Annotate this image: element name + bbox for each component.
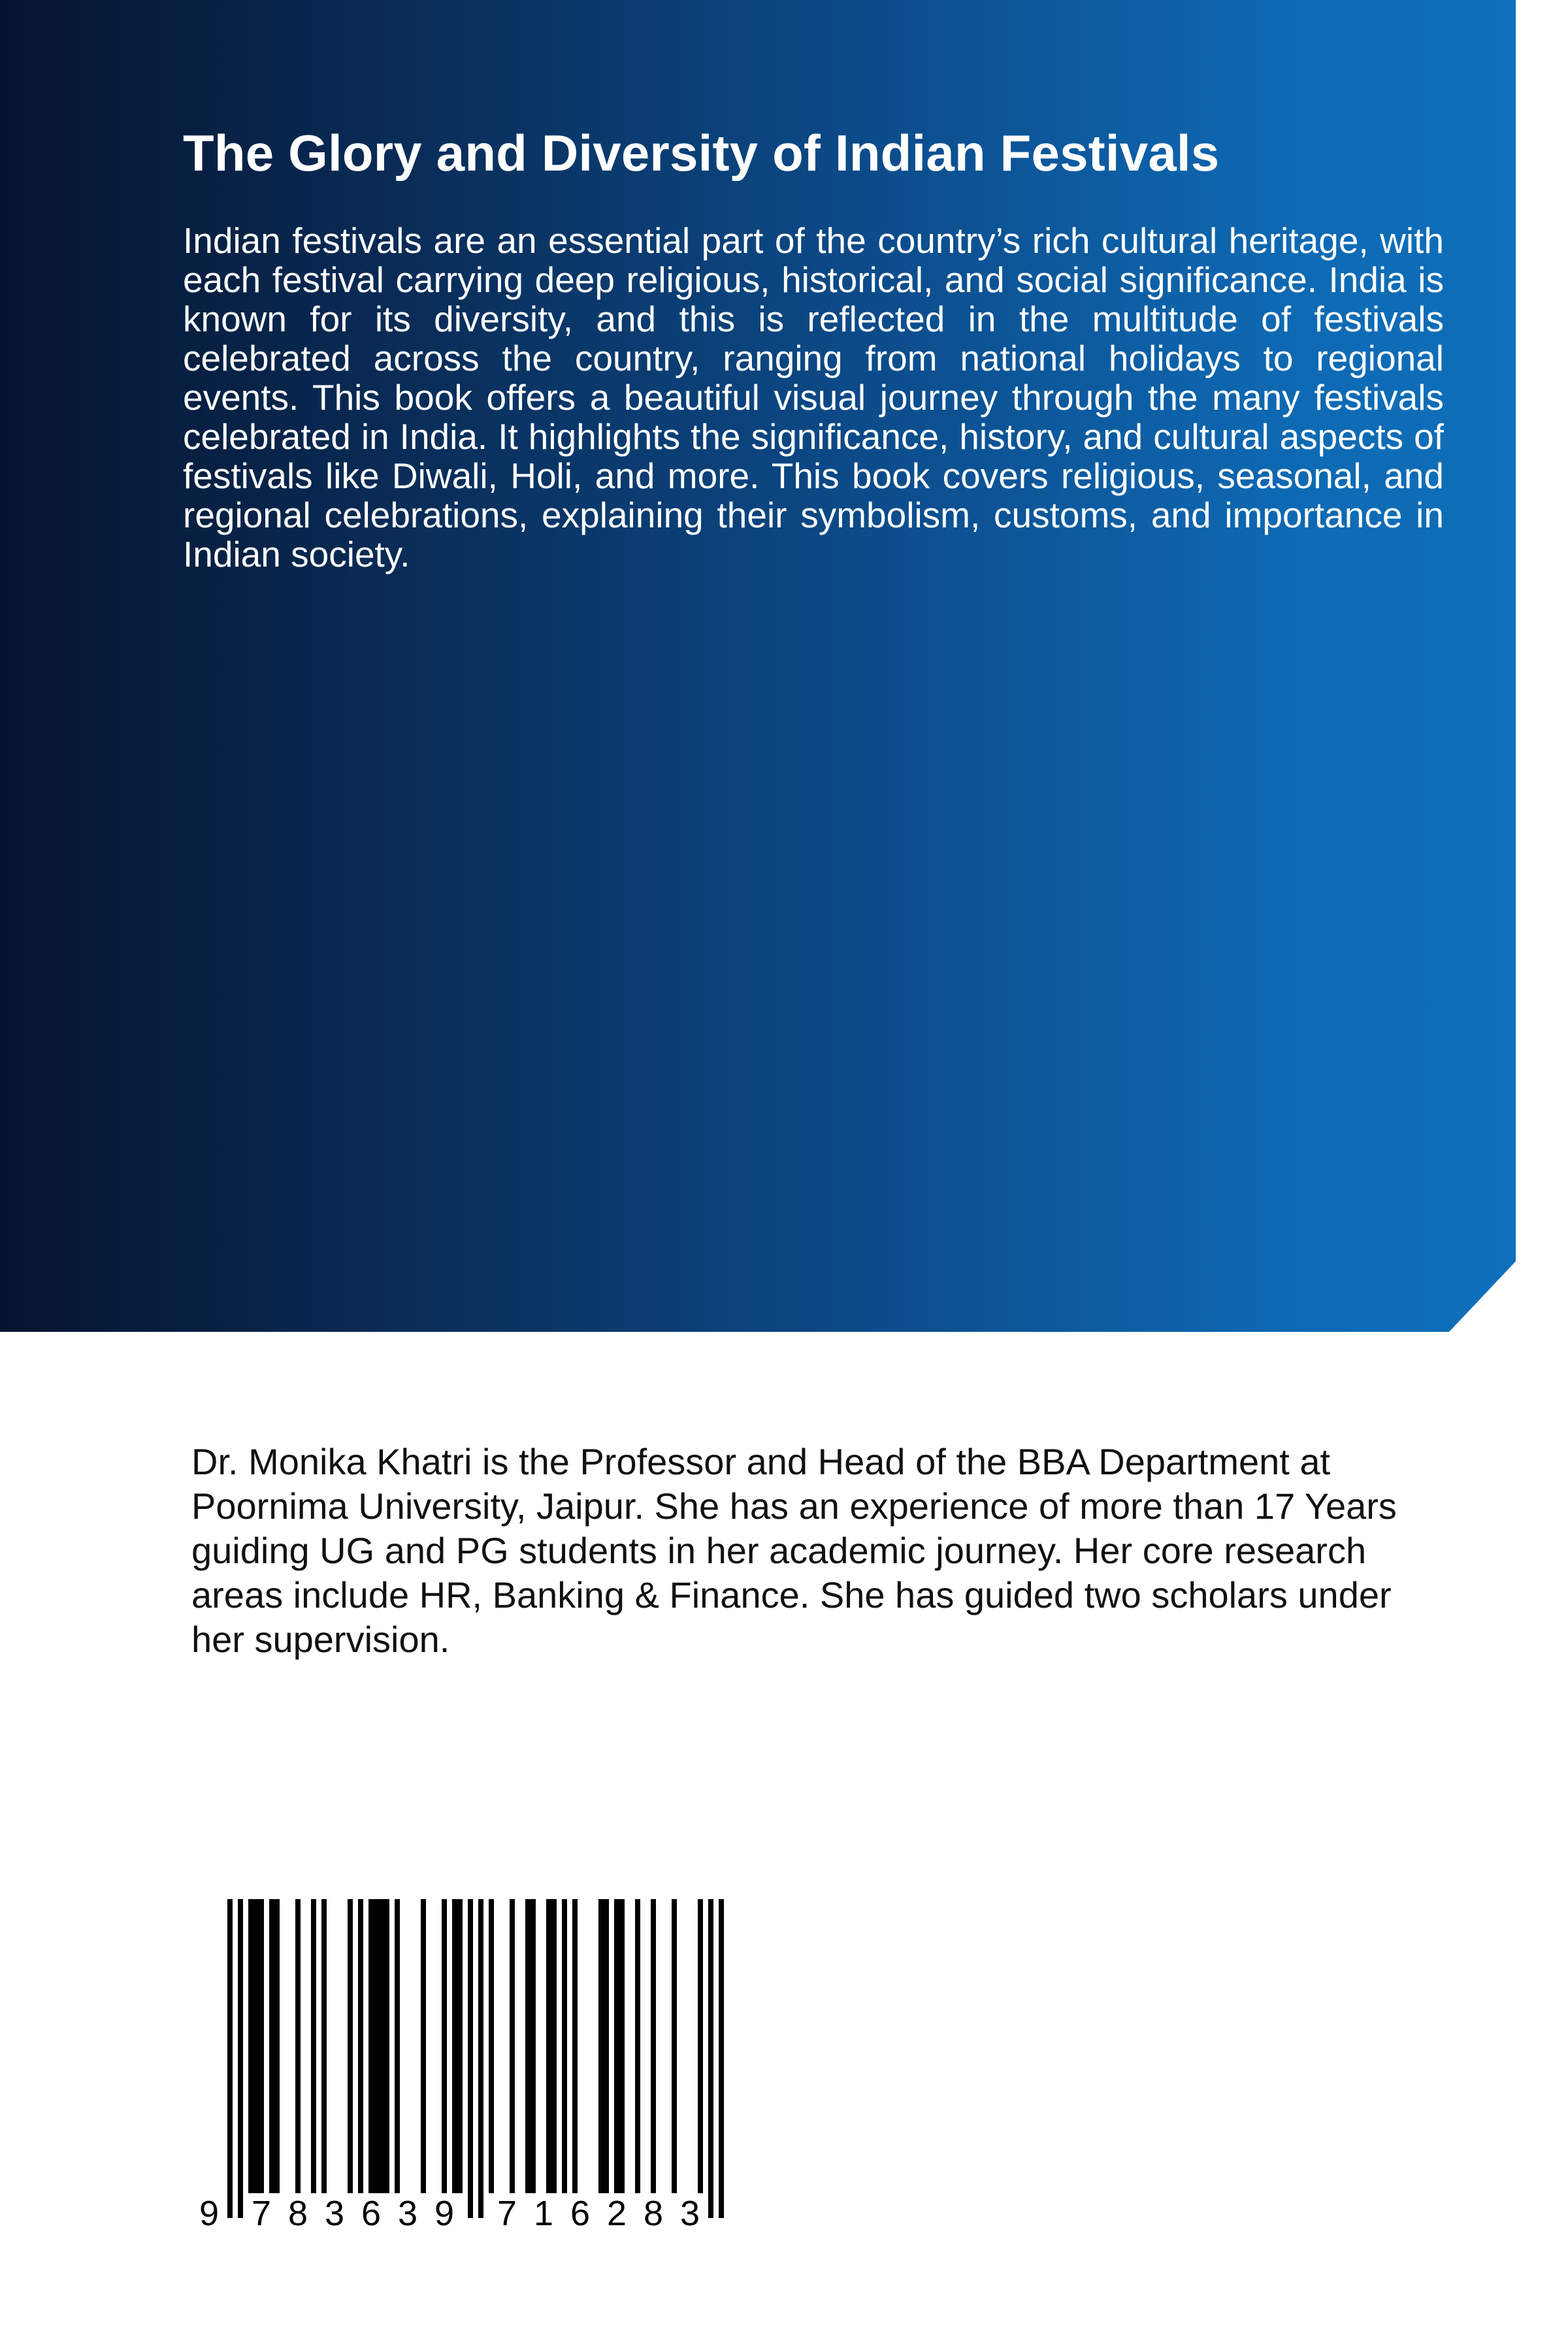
barcode-bar [253,1899,259,2193]
barcode-bar [635,1899,640,2193]
barcode-bar [619,1899,625,2193]
barcode-digit: 8 [287,2194,308,2233]
barcode-bar [562,1899,567,2193]
barcode-bar [614,1899,619,2193]
barcode-digit: 6 [570,2194,591,2233]
barcode-bar [651,1899,656,2193]
author-bio: Dr. Monika Khatri is the Professor and Head of the BBA Department at Poornima University, Jaipur. She has an experience of more than 17 Years guiding UG and PG students in her academic journey. Her core research areas include HR, Banking & Finance. She has guided two scholars under her supervision. [191,1441,1397,1660]
barcode-bar [551,1899,557,2193]
barcode-bar [598,1899,604,2193]
barcode-bar [708,1899,713,2218]
barcode-bar [259,1899,264,2193]
barcode-bar [698,1899,703,2193]
barcode-bar [348,1899,353,2193]
barcode-bar [525,1899,531,2193]
barcode-bar [248,1899,253,2193]
barcode-bar [238,1899,243,2218]
barcode-digit: 6 [361,2194,382,2233]
barcode-digit: 3 [679,2194,700,2233]
barcode-bar [295,1899,301,2193]
barcode-digit: 8 [643,2194,664,2233]
barcode-bar [311,1899,316,2193]
barcode-bar [384,1899,389,2193]
barcode-digit: 7 [497,2194,517,2233]
barcode-bar [478,1899,483,2218]
barcode-digit: 3 [324,2194,345,2233]
barcode-bar [457,1899,463,2193]
barcode-bar [531,1899,536,2193]
barcode-bar [321,1899,327,2193]
barcode-digit: 7 [251,2194,272,2233]
barcode-bar [452,1899,457,2193]
barcode-digit: 1 [533,2194,554,2233]
barcode-graphic [191,1895,753,2235]
isbn-barcode [191,1895,753,2235]
book-blurb: Indian festivals are an essential part of the country’s rich cultural heritage, with each festival carrying deep religious, historical, and social significance. India is known for its diversity, and this is reflected in the multitude of festivals celebrated across the country, ranging from national holidays to regional events. This book offers a beautiful visual journey through the many festivals celebrated in India. It highlights the significance, history, and cultural aspects of festivals like Diwali, Holi, and more. This book covers religious, seasonal, and regional celebrations, explaining their symbolism, customs, and importance in Indian society. [183,220,1444,574]
barcode-digit: 2 [606,2194,627,2233]
back-cover-title: The Glory and Diversity of Indian Festivals [183,124,1220,182]
barcode-bar [274,1899,280,2193]
barcode-bar [572,1899,578,2193]
barcode-bar [395,1899,400,2193]
barcode-bar [442,1899,447,2193]
barcode-bar [368,1899,374,2193]
barcode-bar [510,1899,515,2193]
barcode-bar [672,1899,677,2193]
barcode-digit: 3 [397,2194,418,2233]
barcode-bar [546,1899,551,2193]
barcode-digit: 9 [199,2194,220,2233]
barcode-bar [374,1899,379,2193]
barcode-bar [604,1899,609,2193]
barcode-bar [489,1899,494,2193]
barcode-bar [269,1899,274,2193]
barcode-digit: 9 [434,2194,455,2233]
barcode-bar [719,1899,724,2218]
barcode-bar [358,1899,363,2193]
barcode-bar [379,1899,384,2193]
barcode-bar [227,1899,233,2218]
barcode-bar [421,1899,426,2193]
barcode-bar [468,1899,473,2218]
